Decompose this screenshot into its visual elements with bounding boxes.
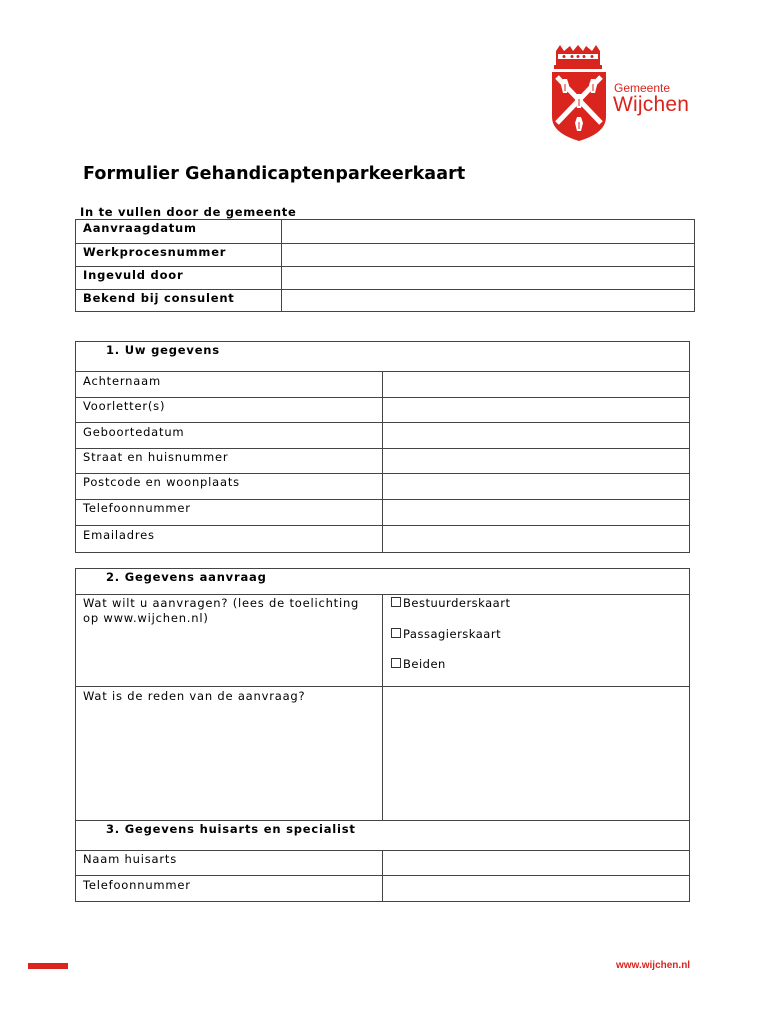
ingevuld-door-field[interactable] bbox=[283, 268, 693, 288]
section3-heading: 3. Gegevens huisarts en specialist bbox=[106, 822, 356, 836]
section1-label: Straat en huisnummer bbox=[83, 450, 229, 464]
straat-huisnummer-field[interactable] bbox=[384, 450, 688, 472]
telefoonnummer-huisarts-field[interactable] bbox=[384, 877, 688, 901]
section2-heading: 2. Gegevens aanvraag bbox=[106, 570, 267, 584]
section1-label: Postcode en woonplaats bbox=[83, 475, 240, 489]
emailadres-field[interactable] bbox=[384, 527, 688, 552]
option-passagierskaart[interactable] bbox=[391, 627, 501, 641]
question-reden: Wat is de reden van de aanvraag? bbox=[83, 689, 306, 703]
option-label: Beiden bbox=[403, 657, 446, 671]
achternaam-field[interactable] bbox=[384, 373, 688, 396]
aanvraagdatum-field[interactable] bbox=[283, 221, 693, 242]
logo-wijchen-text: Wijchen bbox=[613, 93, 690, 116]
question-aanvragen-line1: Wat wilt u aanvragen? (lees de toelichting bbox=[83, 596, 360, 610]
telefoonnummer-field[interactable] bbox=[384, 501, 688, 524]
geboortedatum-field[interactable] bbox=[384, 424, 688, 447]
section1-label: Achternaam bbox=[83, 374, 161, 388]
logo-gemeente-text: Gemeente bbox=[614, 81, 671, 95]
voorletters-field[interactable] bbox=[384, 399, 688, 421]
section1-label: Voorletter(s) bbox=[83, 399, 166, 413]
checkbox-icon[interactable] bbox=[391, 597, 401, 607]
option-label: Bestuurderskaart bbox=[403, 596, 511, 610]
section3-label: Telefoonnummer bbox=[83, 878, 191, 892]
section1-label: Telefoonnummer bbox=[83, 501, 191, 515]
werkprocesnummer-field[interactable] bbox=[283, 245, 693, 265]
option-bestuurderskaart[interactable] bbox=[391, 596, 510, 610]
checkbox-icon[interactable] bbox=[391, 628, 401, 638]
postcode-woonplaats-field[interactable] bbox=[384, 475, 688, 498]
option-label: Passagierskaart bbox=[403, 627, 502, 641]
footer-website: www.wijchen.nl bbox=[616, 960, 691, 971]
municipality-label: Aanvraagdatum bbox=[83, 221, 197, 235]
form-title: Formulier Gehandicaptenparkeerkaart bbox=[83, 164, 466, 184]
bekend-bij-consulent-field[interactable] bbox=[283, 291, 693, 311]
question-aanvragen-line2: op www.wijchen.nl) bbox=[83, 611, 209, 625]
section1-label: Geboortedatum bbox=[83, 425, 185, 439]
checkbox-icon[interactable] bbox=[391, 658, 401, 668]
option-beiden[interactable] bbox=[391, 657, 446, 671]
municipality-label: Ingevuld door bbox=[83, 268, 184, 282]
section1-heading: 1. Uw gegevens bbox=[106, 343, 220, 357]
section3-label: Naam huisarts bbox=[83, 852, 177, 866]
municipality-label: Bekend bij consulent bbox=[83, 291, 235, 305]
section1-label: Emailadres bbox=[83, 528, 155, 542]
footer-red-bar bbox=[28, 963, 68, 969]
naam-huisarts-field[interactable] bbox=[384, 852, 688, 874]
municipality-heading: In te vullen door de gemeente bbox=[80, 205, 297, 219]
reden-aanvraag-field[interactable] bbox=[384, 688, 688, 819]
municipality-label: Werkprocesnummer bbox=[83, 245, 227, 259]
